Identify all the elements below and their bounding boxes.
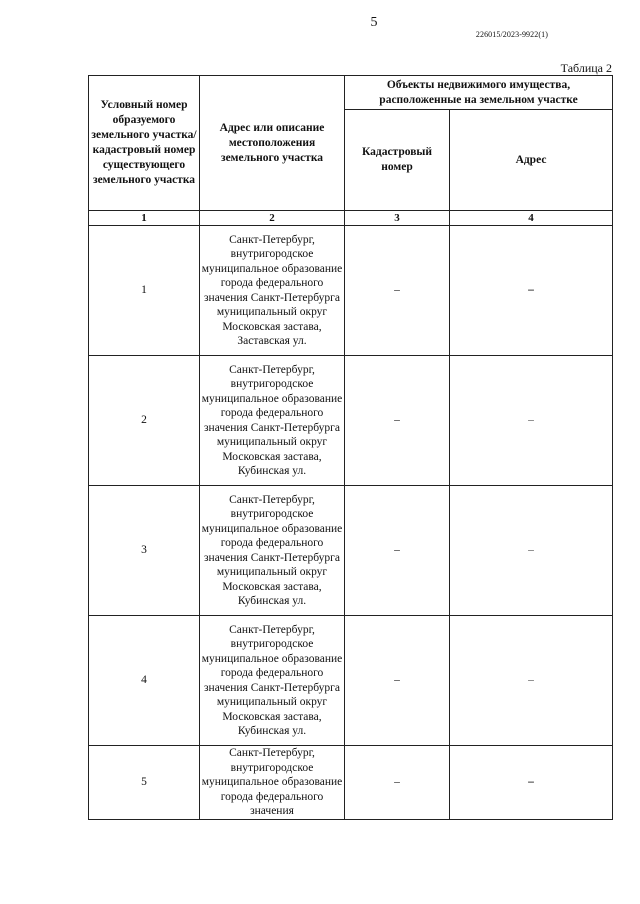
page-number: 5: [370, 15, 378, 30]
column-number: 4: [450, 211, 613, 226]
cadastral-number: –: [345, 226, 450, 356]
land-plots-table: [88, 75, 613, 820]
plot-number: 2: [89, 356, 200, 486]
object-address: –: [450, 616, 613, 746]
table-row: [89, 616, 613, 746]
header-cadastral-number: Кадастровый номер: [345, 110, 450, 211]
object-address: –: [450, 226, 613, 356]
table-row: [89, 356, 613, 486]
object-address: –: [450, 356, 613, 486]
header-object-address: Адрес: [450, 110, 613, 211]
plot-address: Санкт-Петербург, внутригородское муниципальное образование города федерального значения Санкт-Петербурга муниципальный округ Московская застава, Кубинская ул.: [200, 356, 345, 486]
header-plot-address: Адрес или описание местоположения земельного участка: [200, 76, 345, 211]
header-plot-number: Условный номер образуемого земельного участка/ кадастровый номер существующего земельного участка: [89, 76, 200, 211]
column-number: 3: [345, 211, 450, 226]
plot-number: 3: [89, 486, 200, 616]
plot-address: Санкт-Петербург, внутригородское муниципальное образование города федерального значения Санкт-Петербурга муниципальный округ Московская застава, Заставская ул.: [200, 226, 345, 356]
cadastral-number: –: [345, 356, 450, 486]
column-number: 1: [89, 211, 200, 226]
plot-number: 5: [89, 746, 200, 820]
column-number: 2: [200, 211, 345, 226]
plot-number: 1: [89, 226, 200, 356]
table-label: Таблица 2: [560, 61, 612, 75]
table-row: [89, 746, 613, 820]
plot-address: Санкт-Петербург, внутригородское муниципальное образование города федерального значения Санкт-Петербурга муниципальный округ Московская застава, Кубинская ул.: [200, 616, 345, 746]
object-address: –: [450, 486, 613, 616]
table-row: [89, 486, 613, 616]
object-address: –: [450, 746, 613, 820]
header-real-estate-objects: Объекты недвижимого имущества, расположенные на земельном участке: [345, 76, 613, 110]
cadastral-number: –: [345, 616, 450, 746]
cadastral-number: –: [345, 486, 450, 616]
plot-number: 4: [89, 616, 200, 746]
plot-address: Санкт-Петербург, внутригородское муниципальное образование города федерального значения: [200, 746, 345, 820]
cadastral-number: –: [345, 746, 450, 820]
plot-address: Санкт-Петербург, внутригородское муниципальное образование города федерального значения Санкт-Петербурга муниципальный округ Московская застава, Кубинская ул.: [200, 486, 345, 616]
document-code: 226015/2023-9922(1): [475, 30, 548, 39]
table-row: [89, 226, 613, 356]
